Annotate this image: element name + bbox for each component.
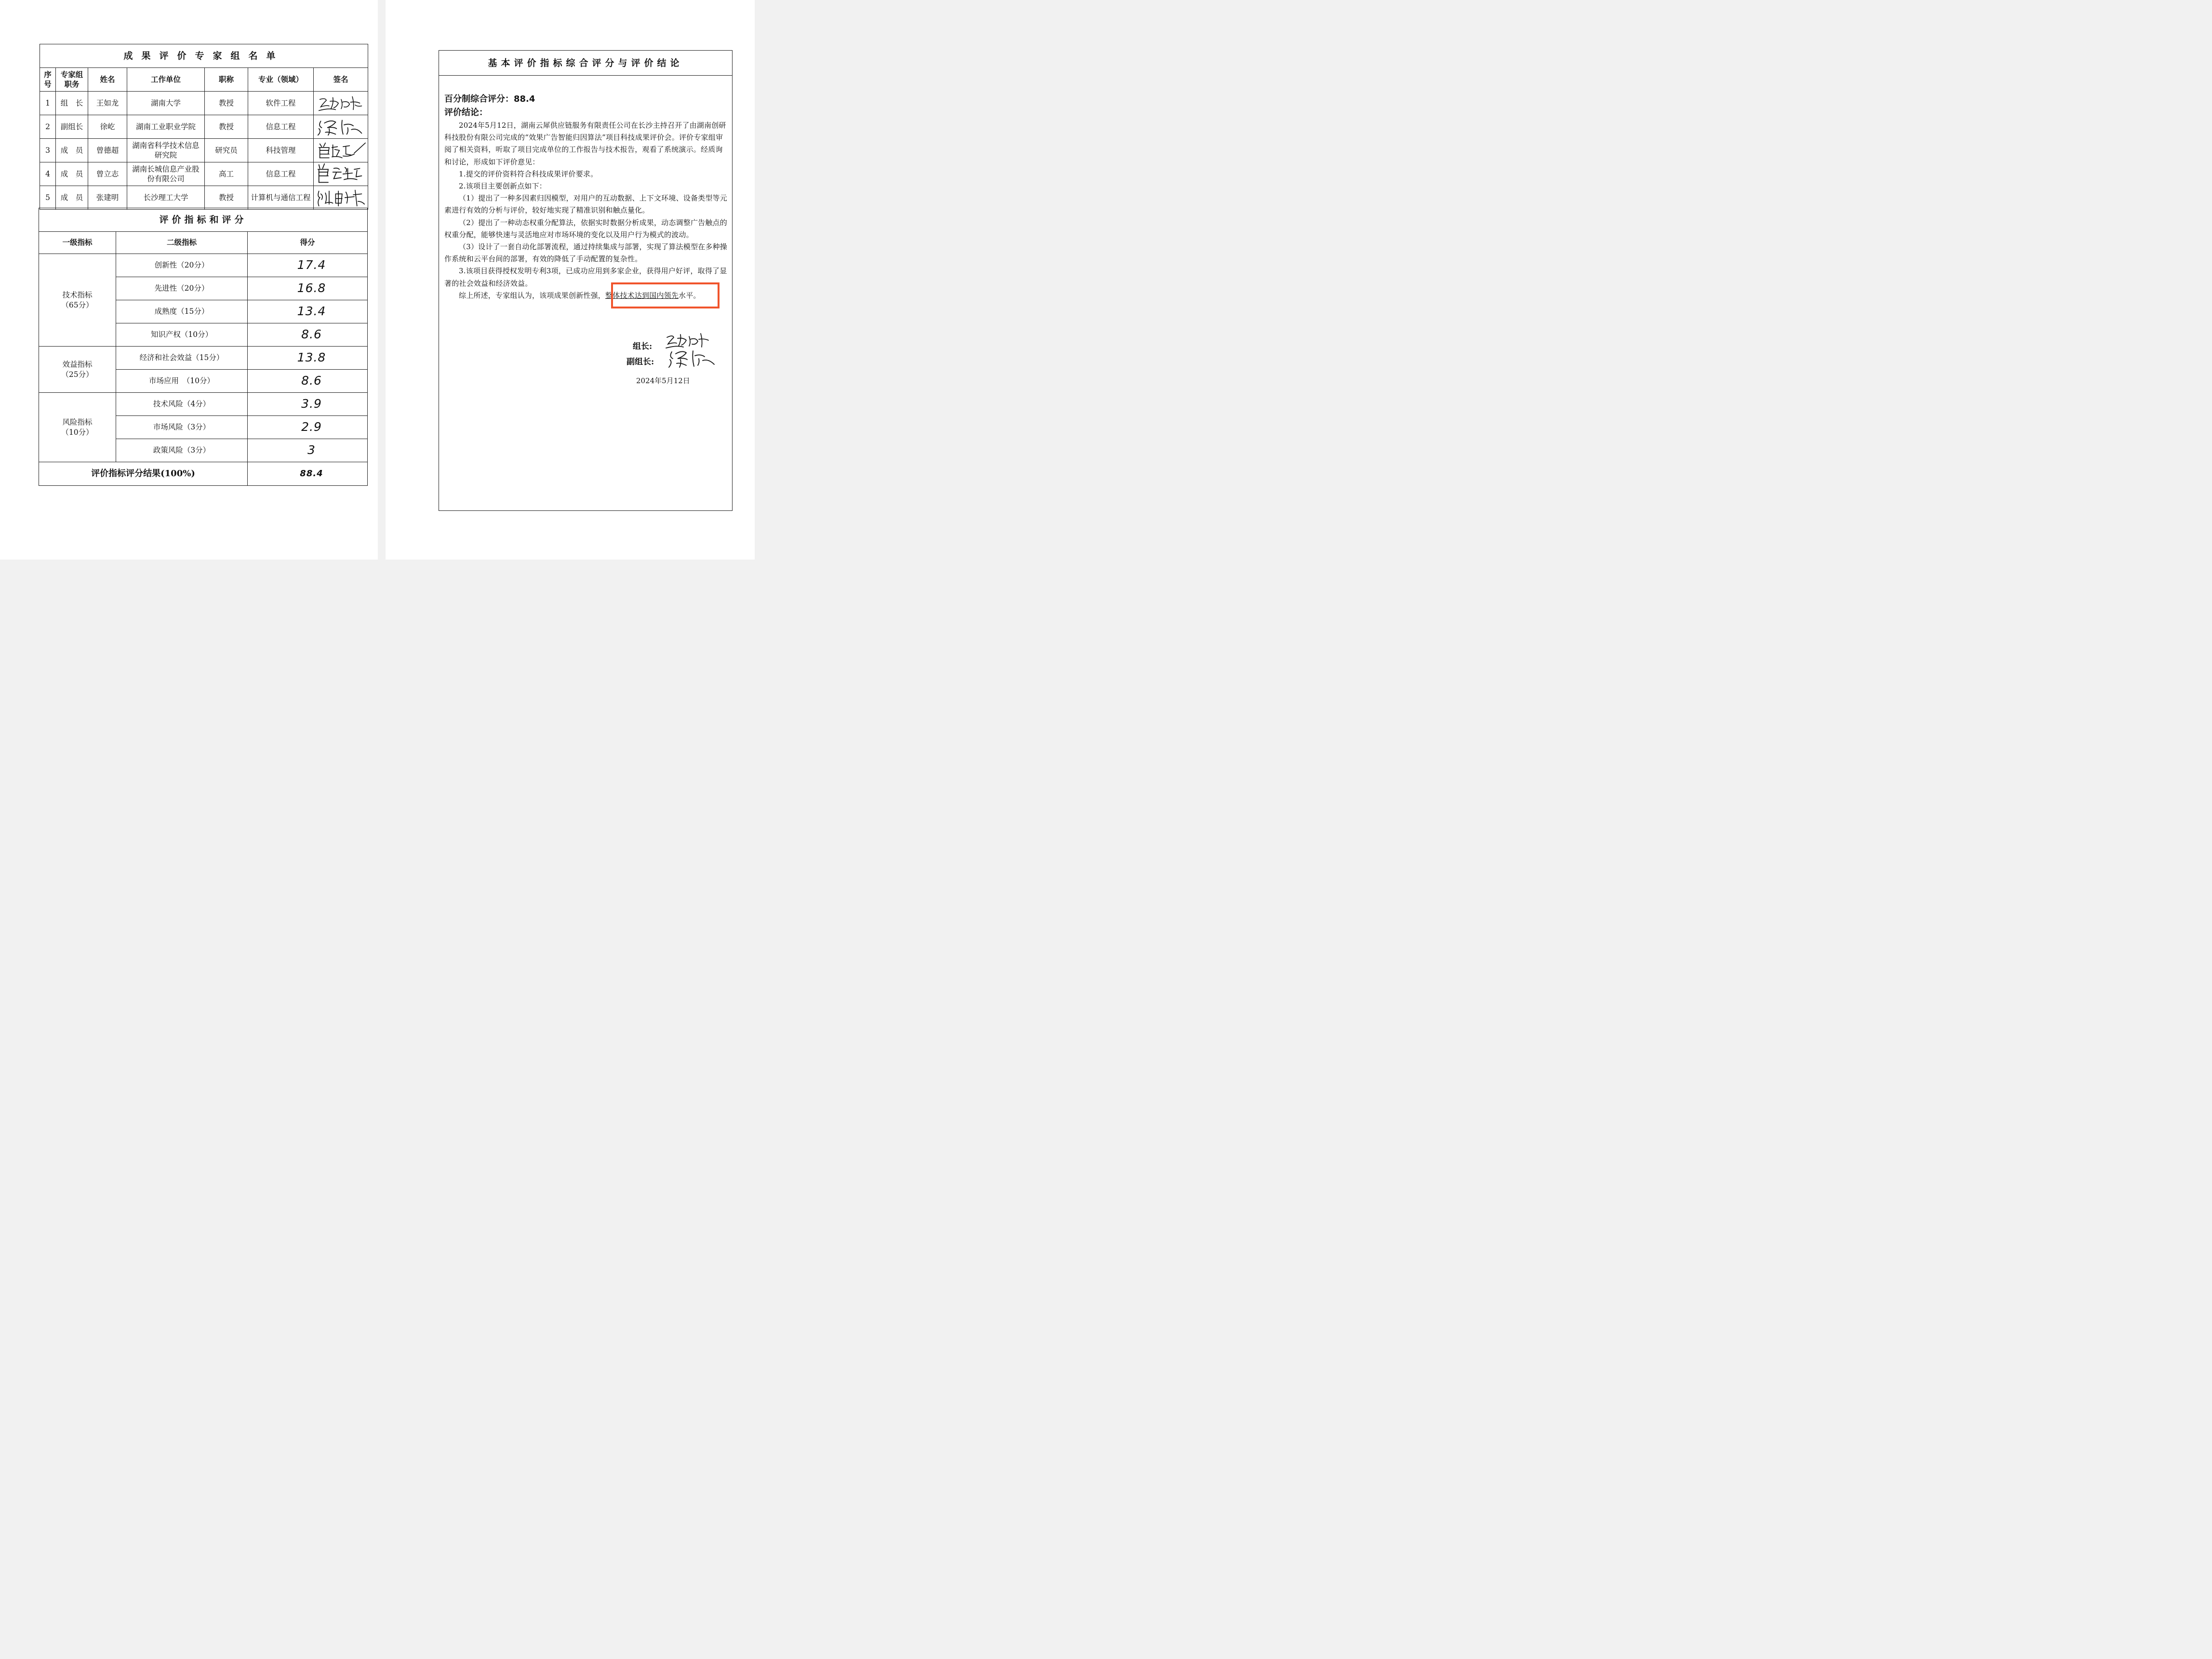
row-no: 5 xyxy=(40,186,56,210)
conclusion-box xyxy=(439,50,733,511)
row-name: 曾德超 xyxy=(88,139,127,162)
row-unit: 长沙理工大学 xyxy=(127,186,205,210)
row-no: 2 xyxy=(40,115,56,139)
item-score: 3.9 xyxy=(248,393,368,416)
row-unit: 湖南大学 xyxy=(127,92,205,115)
row-role: 成 员 xyxy=(56,139,88,162)
item-score: 3 xyxy=(248,439,368,462)
paragraph: （3）设计了一套自动化部署流程，通过持续集成与部署，实现了算法模型在多种操作系统和云平台间的部署，有效的降低了手动配置的复杂性。 xyxy=(444,242,727,264)
paragraph: （1）提出了一种多因素归因模型，对用户的互动数据、上下文环境、设备类型等元素进行有效的分析与评价，较好地实现了精准识别和触点量化。 xyxy=(444,194,727,215)
item-score: 8.6 xyxy=(248,370,368,393)
paragraph: 2.该项目主要创新点如下： xyxy=(459,182,546,191)
col-header-rank: 职称 xyxy=(205,68,248,92)
row-unit: 湖南工业职业学院 xyxy=(127,115,205,139)
handwritten-signature-5 xyxy=(314,186,368,210)
col-header-level2: 二级指标 xyxy=(116,232,248,254)
row-name: 徐屹 xyxy=(88,115,127,139)
table-row xyxy=(39,347,368,370)
col-header-name: 姓名 xyxy=(88,68,127,92)
row-no: 1 xyxy=(40,92,56,115)
item-name: 先进性（20分） xyxy=(116,277,248,300)
row-unit: 湖南长城信息产业股份有限公司 xyxy=(127,162,205,186)
score-value: 88.4 xyxy=(514,94,535,104)
handwritten-signature-2 xyxy=(314,115,368,139)
row-role: 成 员 xyxy=(56,162,88,186)
group-tech xyxy=(39,254,116,347)
handwritten-signature-1 xyxy=(314,92,368,115)
summary-underline-2: 国内领先 xyxy=(649,291,679,300)
row-field: 软件工程 xyxy=(248,92,314,115)
conclusion-heading: 评价结论： xyxy=(444,107,488,118)
row-rank: 高工 xyxy=(205,162,248,186)
total-score-line xyxy=(444,92,535,105)
paragraph: 1.提交的评价资料符合科技成果评价要求。 xyxy=(459,169,598,178)
item-score: 13.4 xyxy=(248,300,368,323)
item-name: 市场应用 （10分） xyxy=(116,370,248,393)
row-name: 张建明 xyxy=(88,186,127,210)
group-risk xyxy=(39,393,116,462)
table-row xyxy=(40,115,368,139)
col-header-field: 专业（领域） xyxy=(248,68,314,92)
col-header-role: 专家组职务 xyxy=(56,68,88,92)
score-label: 百分制综合评分： xyxy=(444,94,514,104)
table-row xyxy=(40,92,368,115)
scoring-title: 评价指标和评分 xyxy=(39,208,368,232)
table-row xyxy=(39,393,368,416)
total-row xyxy=(39,462,368,486)
row-unit: 湖南省科学技术信息研究院 xyxy=(127,139,205,162)
group-label: 效益指标 xyxy=(62,360,93,369)
handwritten-signature-4 xyxy=(314,162,368,186)
row-role: 组 长 xyxy=(56,92,88,115)
item-score: 13.8 xyxy=(248,347,368,370)
conclusion-title: 基本评价指标综合评分与评价结论 xyxy=(439,51,732,76)
table-row xyxy=(39,254,368,277)
col-header-score: 得分 xyxy=(248,232,368,254)
item-score: 17.4 xyxy=(248,254,368,277)
row-no: 4 xyxy=(40,162,56,186)
item-score: 8.6 xyxy=(248,323,368,347)
summary-suffix: 水平。 xyxy=(679,291,701,300)
row-rank: 教授 xyxy=(205,115,248,139)
group-weight: （65分） xyxy=(61,300,93,309)
group-label: 技术指标 xyxy=(62,291,93,300)
deputy-label: 副组长: xyxy=(626,357,654,367)
item-name: 市场风险（3分） xyxy=(116,416,248,439)
summary-underline-1: 整体技术达到 xyxy=(605,291,650,300)
col-header-unit: 工作单位 xyxy=(127,68,205,92)
total-score: 88.4 xyxy=(248,462,368,486)
table-row xyxy=(40,139,368,162)
item-name: 经济和社会效益（15分） xyxy=(116,347,248,370)
conclusion-body xyxy=(444,120,729,302)
item-name: 成熟度（15分） xyxy=(116,300,248,323)
group-weight: （25分） xyxy=(61,370,93,379)
paragraph: 2024年5月12日，湖南云犀供应链服务有限责任公司在长沙主持召开了由湖南创研科技股份有限公司完成的“效果广告智能归因算法”项目科技成果评价会。评价专家组审阅了相关资料，听取了项目完成单位的工作报告与技术报告，观看了系统演示。经质询和讨论，形成如下评价意见： xyxy=(444,121,726,166)
scoring-table xyxy=(39,208,368,486)
col-header-no: 序号 xyxy=(40,68,56,92)
paragraph: （2）提出了一种动态权重分配算法，依据实时数据分析成果，动态调整广告触点的权重分配，能够快速与灵活地应对市场环境的变化以及用户行为模式的波动。 xyxy=(444,218,727,239)
row-field: 科技管理 xyxy=(248,139,314,162)
leader-label: 组长: xyxy=(633,342,653,351)
summary-prefix: 综上所述，专家组认为，该项成果创新性强， xyxy=(459,291,606,300)
expert-list-title: 成果评价专家组名单 xyxy=(40,44,368,68)
sign-date: 2024年5月12日 xyxy=(636,376,690,385)
row-role: 成 员 xyxy=(56,186,88,210)
item-name: 政策风险（3分） xyxy=(116,439,248,462)
item-name: 知识产权（10分） xyxy=(116,323,248,347)
paragraph: 3.该项目获得授权发明专利3项，已成功应用到多家企业，获得用户好评，取得了显著的社会效益和经济效益。 xyxy=(444,267,727,288)
deputy-signature xyxy=(667,348,715,370)
row-name: 曾立志 xyxy=(88,162,127,186)
col-header-level1: 一级指标 xyxy=(39,232,116,254)
highlight-box xyxy=(611,282,720,308)
row-rank: 教授 xyxy=(205,186,248,210)
col-header-signature: 签名 xyxy=(314,68,368,92)
table-row xyxy=(40,186,368,210)
table-row xyxy=(40,162,368,186)
row-no: 3 xyxy=(40,139,56,162)
expert-list-table xyxy=(40,44,368,210)
row-name: 王如龙 xyxy=(88,92,127,115)
group-benefit xyxy=(39,347,116,393)
handwritten-signature-3 xyxy=(314,139,368,162)
item-name: 创新性（20分） xyxy=(116,254,248,277)
total-label: 评价指标评分结果(100%) xyxy=(39,462,248,486)
group-weight: （10分） xyxy=(61,428,93,437)
item-score: 16.8 xyxy=(248,277,368,300)
row-field: 信息工程 xyxy=(248,115,314,139)
row-rank: 研究员 xyxy=(205,139,248,162)
row-role: 副组长 xyxy=(56,115,88,139)
row-rank: 教授 xyxy=(205,92,248,115)
row-field: 计算机与通信工程 xyxy=(248,186,314,210)
item-name: 技术风险（4分） xyxy=(116,393,248,416)
group-label: 风险指标 xyxy=(62,418,93,427)
row-field: 信息工程 xyxy=(248,162,314,186)
item-score: 2.9 xyxy=(248,416,368,439)
